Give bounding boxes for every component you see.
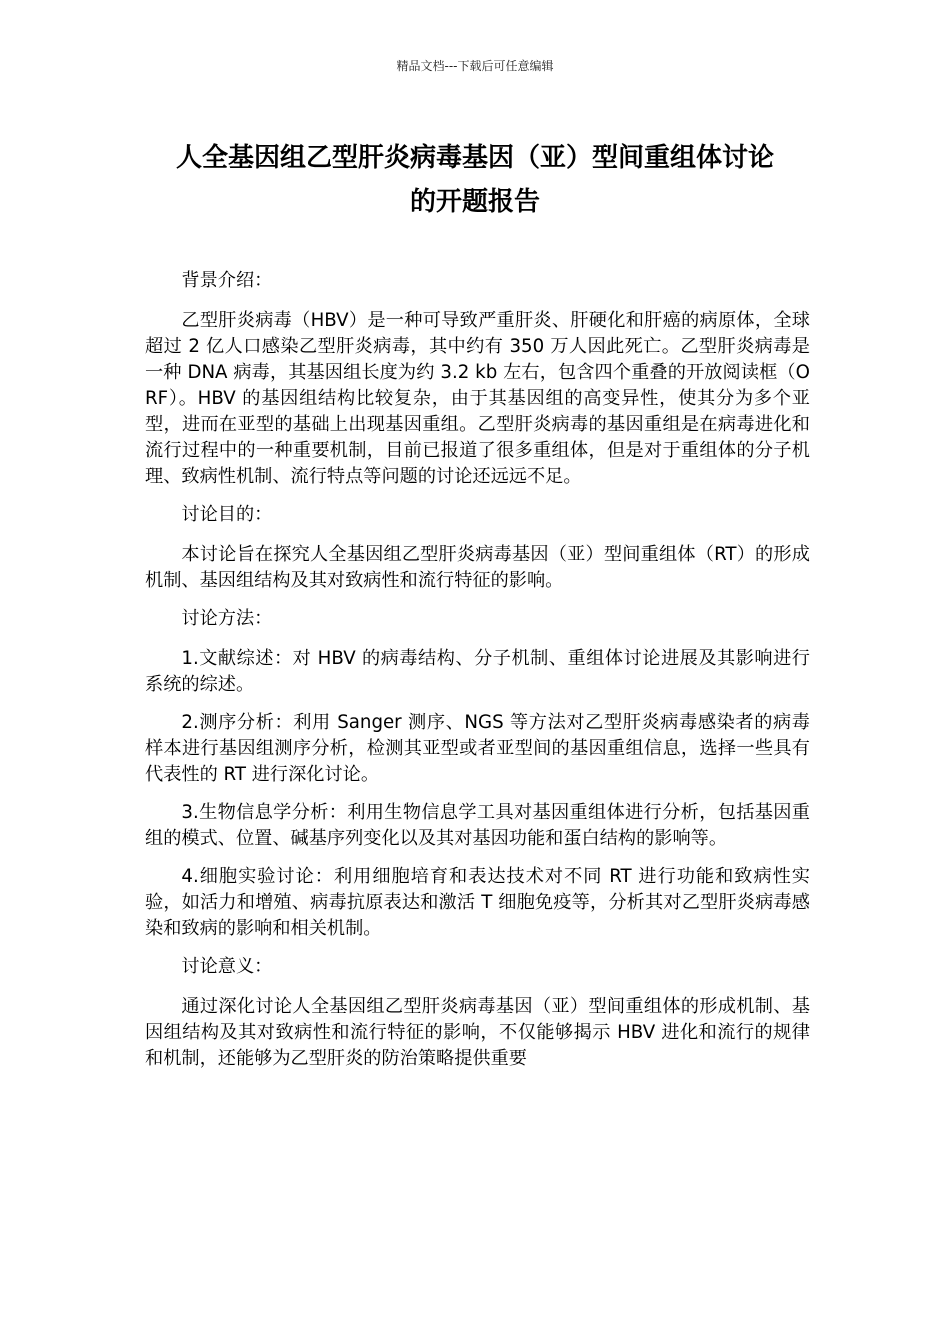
title-line-2: 的开题报告 xyxy=(409,187,540,217)
method-item-3: 3.生物信息学分析：利用生物信息学工具对基因重组体进行分析，包括基因重组的模式、位置、碱基序列变化以及其对基因功能和蛋白结构的影响等。 xyxy=(145,802,810,849)
significance-paragraph: 通过深化讨论人全基因组乙型肝炎病毒基因（亚）型间重组体的形成机制、基因组结构及其对致病性和流行特征的影响，不仅能够揭示 HBV 进化和流行的规律和机制，还能够为乙型肝炎的防治策略提供重要 xyxy=(145,996,810,1069)
background-heading: 背景介绍： xyxy=(181,270,273,291)
method-heading: 讨论方法： xyxy=(181,608,273,629)
document-body xyxy=(145,268,810,1072)
document-title xyxy=(130,136,820,224)
background-paragraph: 乙型肝炎病毒（HBV）是一种可导致严重肝炎、肝硬化和肝癌的病原体，全球超过 2 亿人口感染乙型肝炎病毒，其中约有 350 万人因此死亡。乙型肝炎病毒是一种 DNA 病毒，其基因组长度为约 3.2 kb 左右，包含四个重叠的开放阅读框（ORF）。HBV 的基因组结构比较复杂，由于其基因组的高变异性，使其分为多个亚型，进而在亚型的基础上出现基因重组。乙型肝炎病毒的基因重组是在病毒进化和流行过程中的一种重要机制，目前已报道了很多重组体，但是对于重组体的分子机理、致病性机制、流行特点等问题的讨论还远远不足。 xyxy=(145,310,810,487)
method-item-1: 1.文献综述：对 HBV 的病毒结构、分子机制、重组体讨论进展及其影响进行系统的综述。 xyxy=(145,648,810,695)
header-note: 精品文档---下载后可任意编辑 xyxy=(396,59,554,73)
method-item-2: 2.测序分析：利用 Sanger 测序、NGS 等方法对乙型肝炎病毒感染者的病毒样本进行基因组测序分析，检测其亚型或者亚型间的基因重组信息，选择一些具有代表性的 RT 进行深化讨论。 xyxy=(145,712,810,785)
method-item-4: 4.细胞实验讨论：利用细胞培育和表达技术对不同 RT 进行功能和致病性实验，如活力和增殖、病毒抗原表达和激活 T 细胞免疫等，分析其对乙型肝炎病毒感染和致病的影响和相关机制。 xyxy=(145,866,810,939)
purpose-heading: 讨论目的： xyxy=(181,504,273,525)
significance-heading: 讨论意义： xyxy=(181,956,273,977)
purpose-paragraph: 本讨论旨在探究人全基因组乙型肝炎病毒基因（亚）型间重组体（RT）的形成机制、基因组结构及其对致病性和流行特征的影响。 xyxy=(145,544,810,591)
title-line-1: 人全基因组乙型肝炎病毒基因（亚）型间重组体讨论 xyxy=(175,143,774,173)
